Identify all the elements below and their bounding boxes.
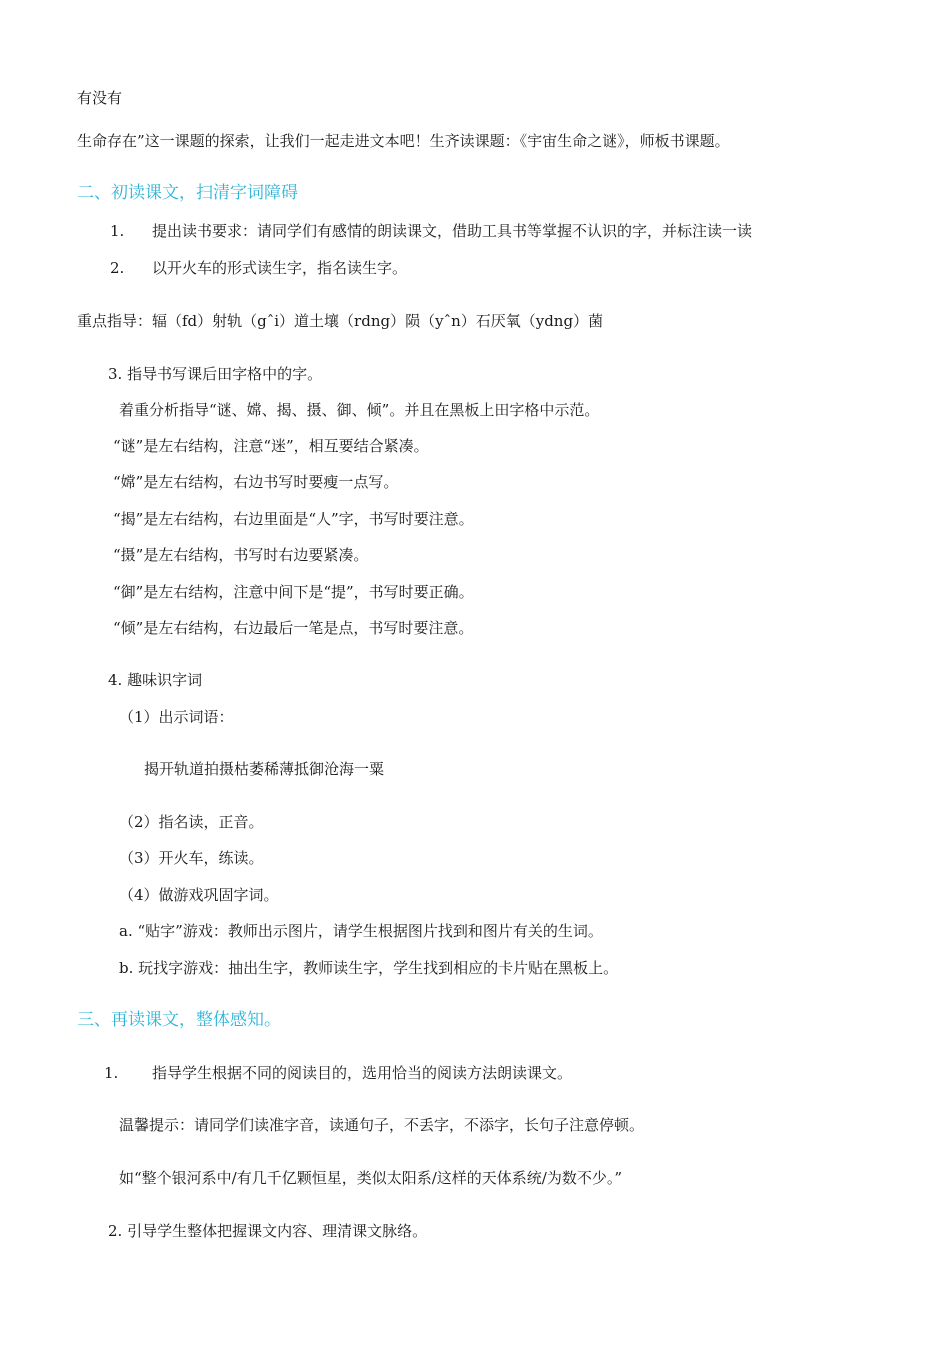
char-note: “倾”是左右结构，右边最后一笔是点，书写时要注意。 [113, 619, 474, 637]
sub-item-3: （3）开火车，练读。 [119, 849, 264, 867]
list-text: 以开火车的形式读生字，指名读生字。 [152, 259, 408, 277]
char-note: “摄”是左右结构，书写时右边要紧凑。 [113, 546, 369, 564]
paragraph-fragment: 有没有 [77, 89, 123, 107]
paragraph-intro: 生命存在”这一课题的探索，让我们一起走进文本吧！生齐读课题：《宇宙生命之谜》，师板书课题。 [77, 132, 730, 150]
list-text: 提出读书要求：请同学们有感情的朗读课文，借助工具书等掌握不认识的字，并标注读一读 [152, 222, 753, 240]
char-note: “嫦”是左右结构，右边书写时要瘦一点写。 [113, 473, 399, 491]
reading-tip: 温馨提示：请同学们读准字音，读通句子，不丢字，不添字，长句子注意停顿。 [119, 1116, 645, 1134]
sub-item-1: （1）出示词语： [119, 708, 234, 726]
section-heading-2: 二、初读课文，扫清字词障碍 [77, 183, 298, 203]
list-item-1 [110, 221, 752, 241]
list-item-4: 4. 趣味识字词 [108, 671, 203, 689]
sub-item-b: b. 玩找字游戏：抽出生字，教师读生字，学生找到相应的卡片贴在黑板上。 [119, 959, 619, 977]
list-number: 2. [110, 259, 125, 277]
list-item-2: 2. 引导学生整体把握课文内容、理清课文脉络。 [108, 1222, 428, 1240]
sub-item-4: （4）做游戏巩固字词。 [119, 886, 279, 904]
char-note: “揭”是左右结构，右边里面是“人”字，书写时要注意。 [113, 510, 474, 528]
list-item-1 [104, 1063, 572, 1083]
list-number: 1. [110, 222, 125, 240]
list-item-2 [110, 258, 407, 278]
item3-intro: 着重分析指导“谜、嫦、揭、摄、御、倾”。并且在黑板上田字格中示范。 [119, 401, 600, 419]
list-text: 指导学生根据不同的阅读目的，选用恰当的阅读方法朗读课文。 [152, 1064, 573, 1082]
reading-example: 如“整个银河系中/有几千亿颗恒星，类似太阳系/这样的天体系统/为数不少。” [119, 1169, 623, 1187]
word-list: 揭开轨道拍摄枯萎稀薄抵御沧海一粟 [144, 760, 385, 778]
list-number: 1. [104, 1064, 119, 1082]
list-item-3: 3. 指导书写课后田字格中的字。 [108, 365, 323, 383]
section-heading-3: 三、再读课文，整体感知。 [77, 1010, 281, 1030]
char-note: “谜”是左右结构，注意“迷”，相互要结合紧凑。 [113, 437, 429, 455]
key-guide: 重点指导：辐（fd）射轨（gˆi）道土壤（rdng）陨（yˆn）石厌氧（ydng）菌 [77, 312, 604, 330]
sub-item-a: a. “贴字”游戏：教师出示图片，请学生根据图片找到和图片有关的生词。 [119, 922, 603, 940]
char-note: “御”是左右结构，注意中间下是“提”，书写时要正确。 [113, 583, 474, 601]
sub-item-2: （2）指名读，正音。 [119, 813, 264, 831]
